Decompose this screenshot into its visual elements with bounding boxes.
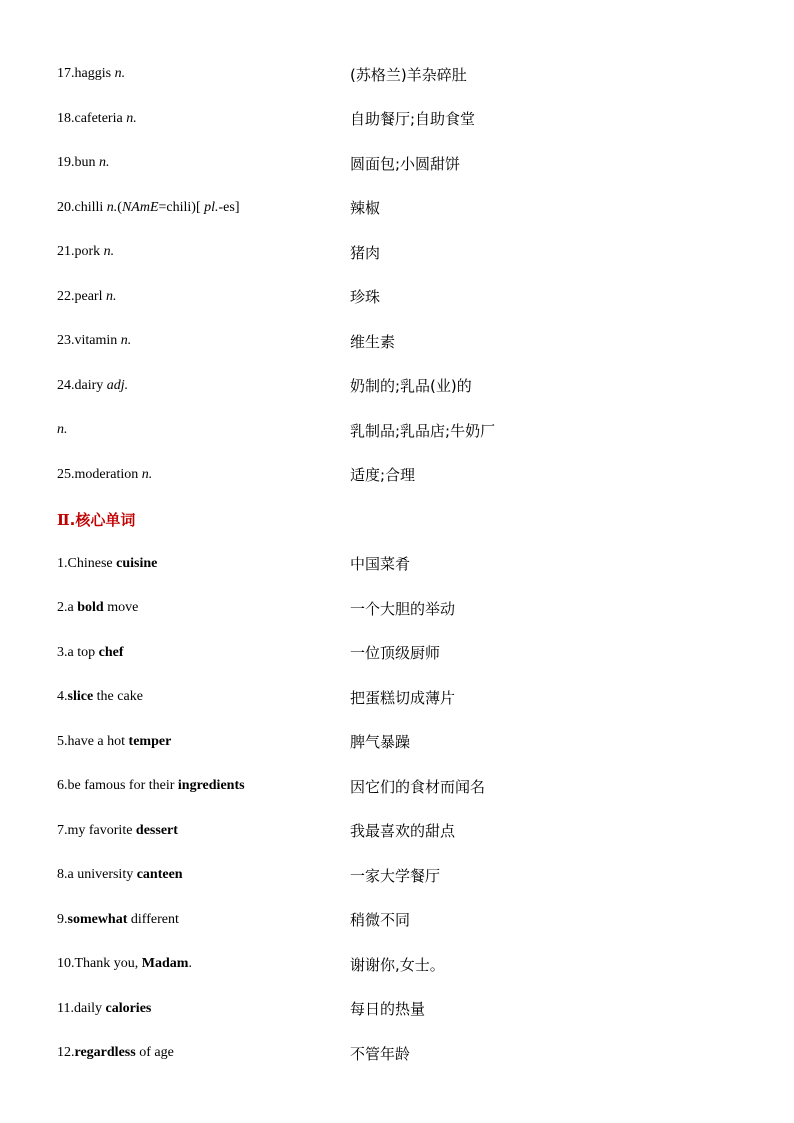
vocab-row xyxy=(57,97,757,142)
chinese-meaning: 中国菜肴 xyxy=(350,555,411,574)
item-number: 3. xyxy=(57,644,68,660)
english-term xyxy=(57,66,350,82)
part-of-speech: n. xyxy=(57,422,68,438)
chinese-meaning: 我最喜欢的甜点 xyxy=(350,822,456,841)
key-word: canteen xyxy=(136,867,183,883)
english-term xyxy=(57,422,350,438)
word: moderation xyxy=(74,466,139,482)
chinese-meaning: (苏格兰)羊杂碎肚 xyxy=(350,65,467,84)
key-word: cuisine xyxy=(116,555,158,571)
english-phrase: 12.regardless of age xyxy=(57,1045,174,1061)
vocab-row xyxy=(57,230,757,275)
item-number: 7. xyxy=(57,822,68,838)
word: haggis xyxy=(74,66,112,82)
chinese-meaning: 一家大学餐厅 xyxy=(350,866,441,885)
english-term xyxy=(57,289,350,305)
chinese-meaning: 圆面包;小圆甜饼 xyxy=(350,154,461,173)
item-number: 25. xyxy=(57,466,75,482)
item-number: 20. xyxy=(57,199,75,215)
key-word: temper xyxy=(128,733,172,749)
word: chilli xyxy=(74,199,104,215)
phrase-row xyxy=(57,987,757,1032)
word: pearl xyxy=(74,288,103,304)
usage-note: =chili)[ xyxy=(158,199,205,215)
chinese-meaning: 稍微不同 xyxy=(350,911,411,930)
english-phrase: 10.Thank you, Madam. xyxy=(57,956,192,972)
chinese-meaning: 猪肉 xyxy=(350,243,381,262)
phrase-row xyxy=(57,853,757,898)
item-number: 10. xyxy=(57,956,75,972)
item-number: 1. xyxy=(57,555,68,571)
usage-note: -es] xyxy=(218,199,240,215)
key-word: bold xyxy=(77,600,104,616)
key-word: dessert xyxy=(135,822,178,838)
part-of-speech: n. xyxy=(103,244,115,260)
vocab-row xyxy=(57,408,757,453)
part-of-speech: n. xyxy=(120,333,132,349)
vocab-row xyxy=(57,364,757,409)
item-number: 9. xyxy=(57,911,68,927)
phrase-row xyxy=(57,675,757,720)
chinese-meaning: 适度;合理 xyxy=(350,466,416,485)
english-term xyxy=(57,111,350,127)
item-number: 23. xyxy=(57,333,75,349)
phrase-row xyxy=(57,1031,757,1076)
vocab-row xyxy=(57,52,757,97)
english-phrase: 8.a university canteen xyxy=(57,867,183,883)
english-term xyxy=(57,200,350,216)
section-title: .核心单词 xyxy=(69,510,136,529)
part-of-speech: adj. xyxy=(106,377,129,393)
english-phrase: 1.Chinese cuisine xyxy=(57,555,158,571)
phrase-row xyxy=(57,764,757,809)
phrase-row xyxy=(57,809,757,854)
phrase-row xyxy=(57,942,757,987)
chinese-meaning: 辣椒 xyxy=(350,199,381,218)
item-number: 8. xyxy=(57,867,68,883)
word: cafeteria xyxy=(74,110,123,126)
item-number: 12. xyxy=(57,1045,75,1061)
chinese-meaning: 每日的热量 xyxy=(350,1000,426,1019)
english-term xyxy=(57,378,350,394)
english-phrase: 7.my favorite dessert xyxy=(57,822,178,838)
phrase-row xyxy=(57,898,757,943)
key-word: slice xyxy=(67,689,94,705)
english-term xyxy=(57,155,350,171)
phrase-row xyxy=(57,542,757,587)
english-term xyxy=(57,333,350,349)
chinese-meaning: 脾气暴躁 xyxy=(350,733,411,752)
section-heading-row xyxy=(57,497,757,542)
english-phrase: 6.be famous for their ingredients xyxy=(57,778,245,794)
english-phrase: 5.have a hot temper xyxy=(57,733,172,749)
section-heading xyxy=(57,509,135,530)
chinese-meaning: 奶制的;乳品(业)的 xyxy=(350,377,472,396)
english-term xyxy=(57,244,350,260)
part-of-speech: n. xyxy=(126,110,137,126)
english-phrase: 4.slice the cake xyxy=(57,689,143,705)
word: vitamin xyxy=(74,333,118,349)
phrase-row xyxy=(57,631,757,676)
part-of-speech: n. xyxy=(106,199,118,215)
vocabulary-list xyxy=(57,52,757,1076)
item-number: 19. xyxy=(57,155,75,171)
chinese-meaning: 维生素 xyxy=(350,332,396,351)
vocab-row xyxy=(57,453,757,498)
chinese-meaning: 自助餐厅;自助食堂 xyxy=(350,110,476,129)
english-phrase: 9.somewhat different xyxy=(57,911,179,927)
vocab-row xyxy=(57,186,757,231)
usage-note: pl. xyxy=(204,199,219,215)
english-phrase: 11.daily calories xyxy=(57,1000,152,1016)
chinese-meaning: 珍珠 xyxy=(350,288,381,307)
item-number: 2. xyxy=(57,600,68,616)
chinese-meaning: 谢谢你,女士。 xyxy=(350,955,445,974)
part-of-speech: n. xyxy=(105,288,117,304)
part-of-speech: n. xyxy=(99,155,110,171)
key-word: regardless xyxy=(74,1045,136,1061)
english-phrase: 2.a bold move xyxy=(57,600,139,616)
key-word: calories xyxy=(105,1000,152,1016)
chinese-meaning: 乳制品;乳品店;牛奶厂 xyxy=(350,421,496,440)
vocab-row xyxy=(57,319,757,364)
part-of-speech: n. xyxy=(114,66,126,82)
item-number: 6. xyxy=(57,778,68,794)
item-number: 18. xyxy=(57,110,75,126)
vocab-row xyxy=(57,275,757,320)
item-number: 21. xyxy=(57,244,75,260)
part-of-speech: n. xyxy=(141,466,153,482)
key-word: chef xyxy=(98,644,124,660)
word: pork xyxy=(74,244,101,260)
key-word: ingredients xyxy=(177,778,245,794)
key-word: somewhat xyxy=(67,911,128,927)
item-number: 11. xyxy=(57,1000,74,1016)
section-numeral: Ⅱ xyxy=(57,512,70,529)
item-number: 22. xyxy=(57,288,75,304)
usage-note: NAmE xyxy=(121,199,159,215)
phrase-row xyxy=(57,720,757,765)
chinese-meaning: 不管年龄 xyxy=(350,1044,411,1063)
word: dairy xyxy=(74,377,104,393)
item-number: 17. xyxy=(57,66,75,82)
item-number: 24. xyxy=(57,377,75,393)
chinese-meaning: 把蛋糕切成薄片 xyxy=(350,688,456,707)
key-word: Madam xyxy=(141,956,189,972)
chinese-meaning: 一位顶级厨师 xyxy=(350,644,441,663)
usage-note: ( xyxy=(117,199,122,215)
chinese-meaning: 因它们的食材而闻名 xyxy=(350,777,486,796)
chinese-meaning: 一个大胆的举动 xyxy=(350,599,456,618)
item-number: 4. xyxy=(57,689,68,705)
phrase-row xyxy=(57,586,757,631)
english-term xyxy=(57,467,350,483)
word: bun xyxy=(74,155,96,171)
item-number: 5. xyxy=(57,733,68,749)
english-phrase: 3.a top chef xyxy=(57,644,124,660)
vocab-row xyxy=(57,141,757,186)
